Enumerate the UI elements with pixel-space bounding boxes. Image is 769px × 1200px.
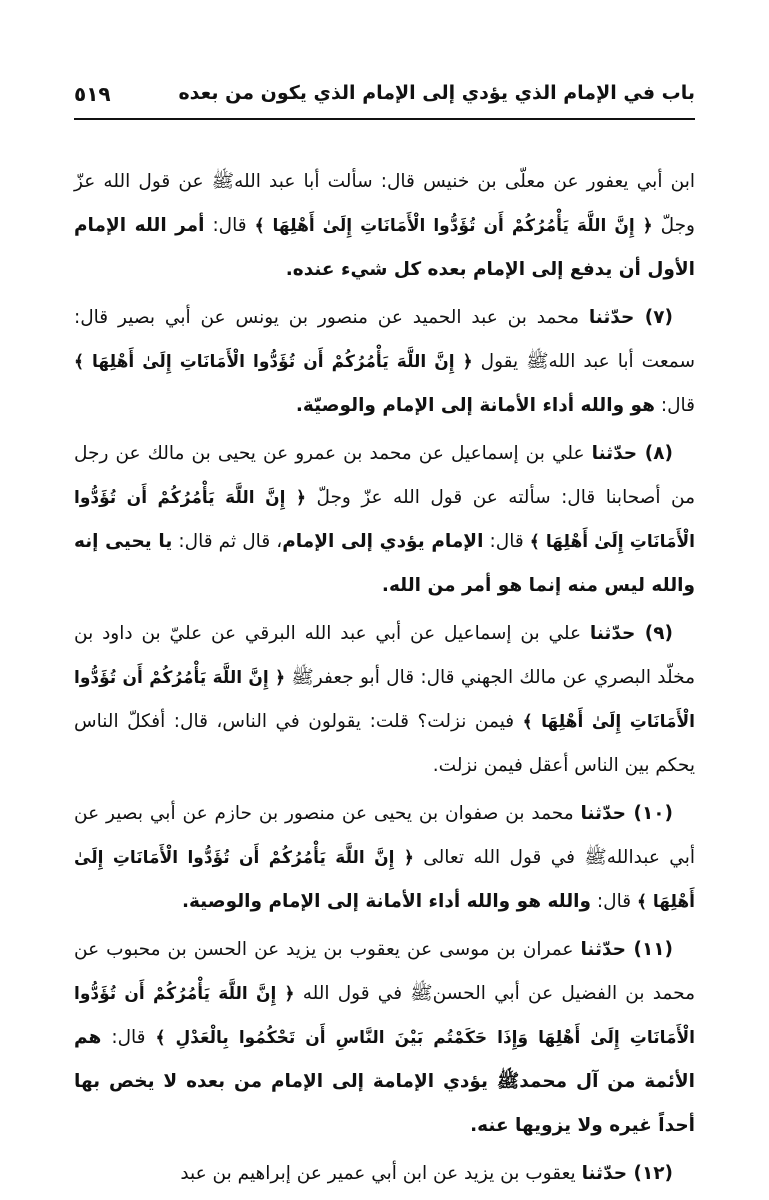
narration-text: قال: — [591, 891, 637, 912]
narration-text: علي بن إسماعيل عن محمد بن عمرو عن يحيى بن مالك عن رجل من أصحابنا قال: سألته عن قول الله عزّ وجلّ — [74, 443, 695, 508]
imam-statement: يؤدي الإمامة إلى الإمام من بعده لا يخص بها أحداً غيره ولا يزويها عنه. — [74, 1071, 695, 1136]
hadith-paragraph — [74, 432, 695, 608]
quran-verse: ﴿ إِنَّ اللَّهَ يَأْمُرُكُمْ أَن تُؤَدُّوا الْأَمَانَاتِ إِلَىٰ أَهْلِهَا ﴾ — [74, 848, 695, 912]
header-rule — [74, 118, 695, 120]
hadith-number: (٧) — [634, 307, 673, 328]
imam-statement: هم الأئمة من آل محمد — [74, 1027, 695, 1092]
narration-text: يعقوب بن يزيد عن ابن أبي عمير عن إبراهيم بن عبد — [180, 1163, 582, 1184]
narration-text: ابن أبي يعفور عن معلّى بن خنيس قال: سألت أبا عبد الله — [234, 171, 695, 192]
narration-text: في قول الله تعالى — [413, 847, 585, 868]
narration-text: عمران بن موسى عن يعقوب بن يزيد عن الحسن بن محبوب عن محمد بن الفضيل عن أبي الحسن — [74, 939, 695, 1004]
narration-text: في قول الله — [294, 983, 411, 1004]
hadith-number: (٩) — [635, 623, 673, 644]
imam-statement: هو والله أداء الأمانة إلى الإمام والوصيّة. — [295, 395, 655, 416]
quran-verse: ﴿ إِنَّ اللَّهَ يَأْمُرُكُمْ أَن تُؤَدُّوا الْأَمَانَاتِ إِلَىٰ أَهْلِهَا ﴾ — [74, 352, 473, 372]
hadith-number: (١١) — [625, 939, 673, 960]
imam-statement: الإمام يؤدي إلى الإمام — [282, 531, 484, 552]
imam-statement: أمر الله الإمام الأول أن يدفع إلى الإمام بعده كل شيء عنده. — [74, 215, 695, 280]
page-number: ٥١٩ — [74, 82, 111, 106]
narration-text: قال: — [101, 1027, 156, 1048]
hadith-number: (١٠) — [626, 803, 673, 824]
imam-statement: ﷺ — [496, 1071, 520, 1092]
narration-opener: حدّثنا — [589, 623, 636, 644]
narration-text: علي بن إسماعيل عن أبي عبد الله البرقي عن عليّ بن داود بن مخلّد البصري عن مالك الجهني قال: قال أبو جعفر — [74, 623, 695, 688]
page-header — [74, 80, 695, 120]
hadith-paragraph — [74, 928, 695, 1148]
quran-verse: ﴿ إِنَّ اللَّهَ يَأْمُرُكُمْ أَن تُؤَدُّوا الْأَمَانَاتِ إِلَىٰ أَهْلِهَا ﴾ — [74, 488, 696, 552]
narration-text: قال: — [483, 531, 530, 552]
narration-opener: حدّثنا — [580, 939, 626, 960]
body-text — [74, 160, 695, 1200]
quran-verse: ﴿ إِنَّ اللَّهَ يَأْمُرُكُمْ أَن تُؤَدُّوا الْأَمَانَاتِ إِلَىٰ أَهْلِهَا وَإِذَا حَكَمْتُم بَيْنَ النَّاسِ أَن تَحْكُمُوا بِالْعَدْلِ ﴾ — [74, 984, 695, 1048]
narration-text: يقول — [472, 351, 527, 372]
narration-text: ، قال ثم قال: — [172, 531, 283, 552]
narration-text: ﷺ — [526, 351, 549, 372]
hadith-paragraph — [74, 1152, 695, 1196]
hadith-paragraph — [74, 792, 695, 924]
narration-text: قال: — [654, 395, 695, 416]
narration-text: محمد بن عبد الحميد عن منصور بن يونس عن أبي بصير قال: سمعت أبا عبد الله — [74, 307, 695, 372]
hadith-number: (١٢) — [627, 1163, 673, 1184]
hadith-paragraph — [74, 160, 695, 292]
narration-text: فيمن نزلت؟ قلت: يقولون في الناس، قال: أفكلّ الناس يحكم بين الناس أعقل فيمن نزلت. — [74, 711, 695, 776]
narration-text: عن قول الله عزّ وجلّ — [74, 171, 695, 236]
narration-opener: حدّثنا — [591, 443, 638, 464]
narration-text: ﷺ — [211, 171, 235, 192]
narration-opener: حدّثنا — [588, 307, 635, 328]
hadith-number: (٨) — [637, 443, 674, 464]
narration-opener: حدّثنا — [581, 1163, 628, 1184]
narration-opener: حدّثنا — [580, 803, 627, 824]
hadith-paragraph — [74, 612, 695, 788]
narration-text: محمد بن صفوان بن يحيى عن منصور بن حازم عن أبي بصير عن أبي عبدالله — [74, 803, 695, 868]
narration-text: ﷺ — [410, 983, 433, 1004]
narration-text: قال: — [204, 215, 255, 236]
imam-statement: والله هو والله أداء الأمانة إلى الإمام والوصية. — [181, 891, 592, 912]
quran-verse: ﴿ إِنَّ اللَّهَ يَأْمُرُكُمْ أَن تُؤَدُّوا الْأَمَانَاتِ إِلَىٰ أَهْلِهَا ﴾ — [74, 668, 696, 732]
hadith-paragraph — [74, 296, 695, 428]
narration-text: ﷺ — [291, 667, 314, 688]
running-title: باب في الإمام الذي يؤدي إلى الإمام الذي يكون من بعده — [178, 82, 695, 104]
quran-verse: ﴿ إِنَّ اللَّهَ يَأْمُرُكُمْ أَن تُؤَدُّوا الْأَمَانَاتِ إِلَىٰ أَهْلِهَا ﴾ — [254, 216, 653, 236]
imam-statement: يا يحيى إنه والله ليس منه إنما هو أمر من الله. — [74, 531, 695, 596]
narration-text: ﷺ — [584, 847, 607, 868]
